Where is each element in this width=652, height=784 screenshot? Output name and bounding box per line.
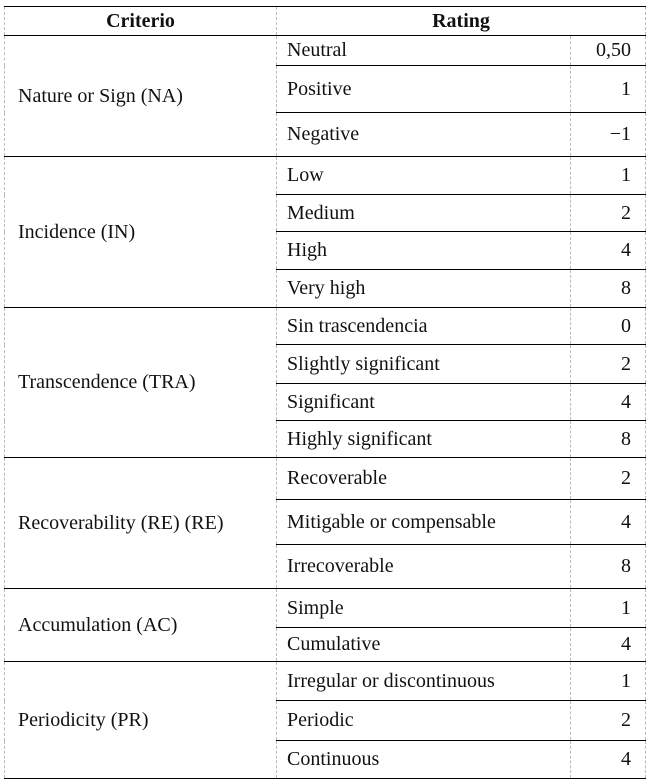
rating-label: Low	[277, 157, 571, 195]
rating-value: 2	[571, 458, 646, 500]
rating-label: Medium	[277, 195, 571, 232]
rating-value: 2	[571, 701, 646, 741]
rating-value: 1	[571, 662, 646, 701]
rating-label: Continuous	[277, 741, 571, 779]
rating-value: 8	[571, 545, 646, 589]
rating-value: 8	[571, 421, 646, 458]
rating-label: Cumulative	[277, 628, 571, 662]
rating-value: 0	[571, 308, 646, 345]
rating-value: 1	[571, 66, 646, 113]
rating-value: 4	[571, 500, 646, 545]
rating-value: 1	[571, 589, 646, 628]
criterion-cell: Incidence (IN)	[5, 157, 277, 308]
rating-value: −1	[571, 113, 646, 157]
rating-label: Positive	[277, 66, 571, 113]
rating-label: Significant	[277, 384, 571, 421]
criterion-cell: Accumulation (AC)	[5, 589, 277, 662]
table-row	[5, 157, 646, 195]
rating-label: Periodic	[277, 701, 571, 741]
rating-label: Neutral	[277, 36, 571, 66]
rating-value: 2	[571, 195, 646, 232]
criterion-cell: Transcendence (TRA)	[5, 308, 277, 458]
rating-value: 2	[571, 345, 646, 384]
rating-label: Slightly significant	[277, 345, 571, 384]
rating-label: Highly significant	[277, 421, 571, 458]
rating-label: Simple	[277, 589, 571, 628]
rating-value: 0,50	[571, 36, 646, 66]
criterion-cell: Nature or Sign (NA)	[5, 36, 277, 157]
table-row	[5, 308, 646, 345]
table-row	[5, 458, 646, 500]
table-row	[5, 589, 646, 628]
rating-label: Irregular or discontinuous	[277, 662, 571, 701]
rating-table	[4, 6, 646, 779]
rating-label: Recoverable	[277, 458, 571, 500]
rating-label: Irrecoverable	[277, 545, 571, 589]
rating-value: 4	[571, 384, 646, 421]
criterion-cell: Recoverability (RE) (RE)	[5, 458, 277, 589]
rating-label: Very high	[277, 270, 571, 308]
rating-label: Mitigable or compensable	[277, 500, 571, 545]
header-criterio: Criterio	[5, 7, 277, 36]
header-row	[5, 7, 646, 36]
table-row	[5, 36, 646, 66]
rating-label: High	[277, 232, 571, 270]
rating-value: 1	[571, 157, 646, 195]
criterion-cell: Periodicity (PR)	[5, 662, 277, 779]
rating-label: Negative	[277, 113, 571, 157]
rating-value: 4	[571, 741, 646, 779]
rating-value: 4	[571, 232, 646, 270]
table-row	[5, 662, 646, 701]
header-rating: Rating	[277, 7, 646, 36]
rating-value: 8	[571, 270, 646, 308]
rating-label: Sin trascendencia	[277, 308, 571, 345]
rating-value: 4	[571, 628, 646, 662]
